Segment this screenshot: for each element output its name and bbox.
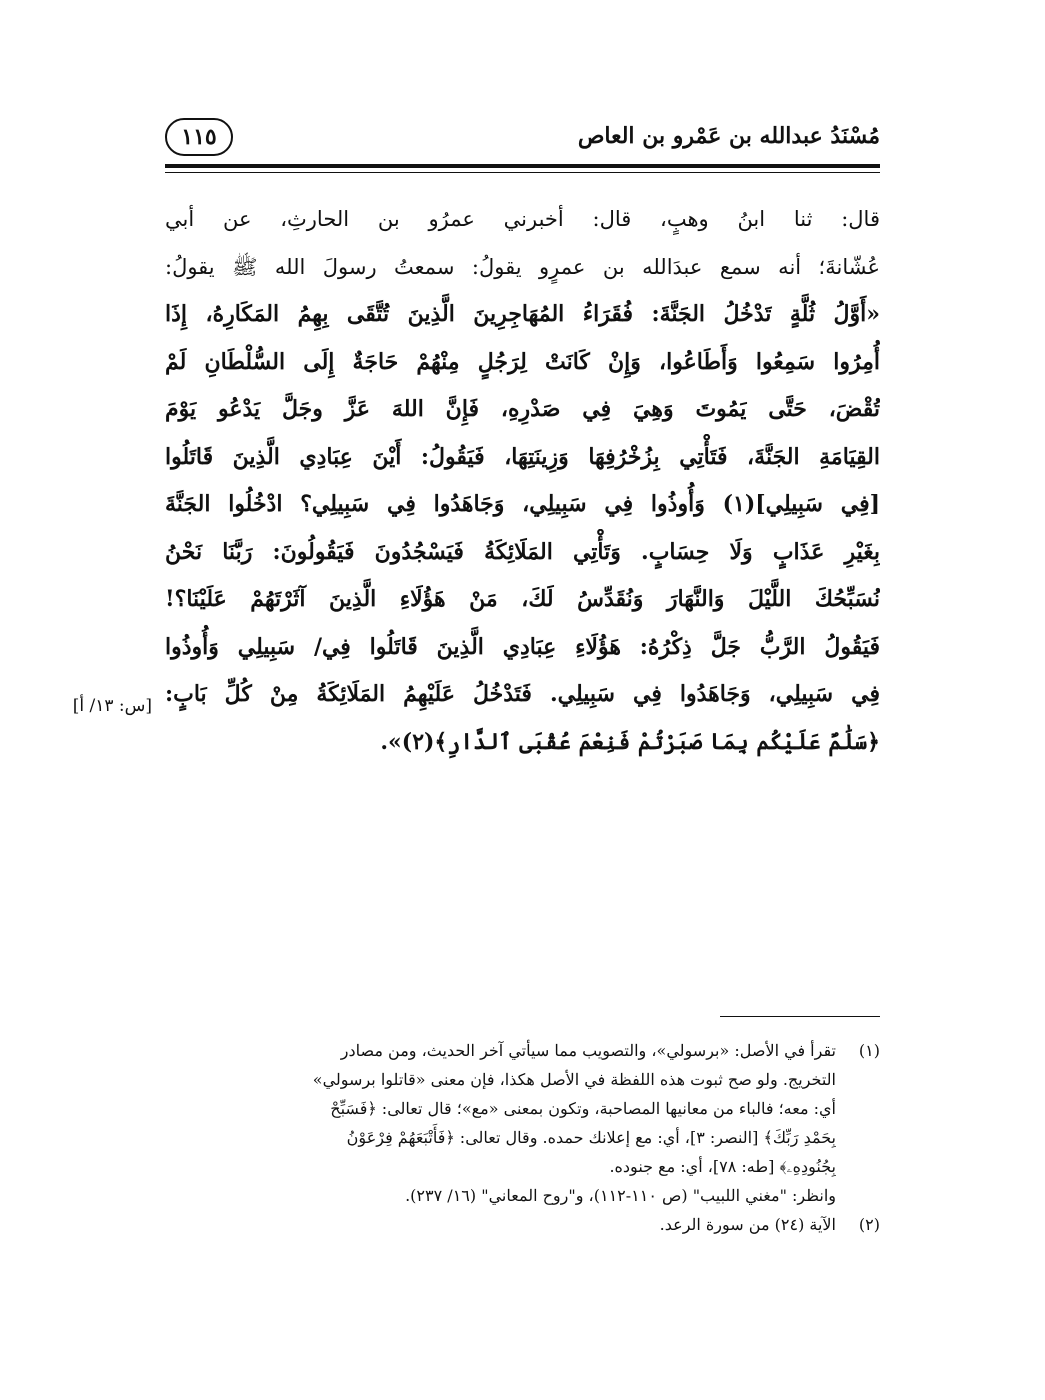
body-line-11: فِي سَبِيلِي، وَجَاهَدُوا فِي سَبِيلِي. فَتَدْخُلُ عَلَيْهِمُ المَلَائِكَةُ مِنْ كُلِّ بَابٍ:: [165, 681, 880, 707]
footnote-separator: [720, 1016, 880, 1017]
header-rule-thin: [165, 172, 880, 173]
footnote-number: (١): [858, 1041, 880, 1060]
body-line-5: تُقْضَ، حَتَّى يَمُوتَ وَهِيَ فِي صَدْرِهِ، فَإِنَّ اللهَ عَزَّ وجَلَّ يَدْعُو يَوْمَ: [165, 396, 880, 422]
footnote-2: [165, 1210, 880, 1239]
body-line-3: «أَوَّلُ ثُلَّةٍ تَدْخُلُ الجَنَّةَ: فُقَرَاءُ المُهَاجِرِينَ الَّذِينَ تُتَّقَى بِهِمُ المَكَارِهُ، إِذَا: [165, 301, 880, 327]
body-line-10: فَيَقُولُ الرَّبُّ جَلَّ ذِكْرُهُ: هَؤُلَاءِ عِبَادِي الَّذِينَ قَاتَلُوا فِي/ سَبِيلِي وَأُوذُوا: [165, 633, 880, 660]
footnote-1: [165, 1036, 880, 1210]
footnote-line: بِجُنُودِهِۦ﴾ [طه: ٧٨]، أي: مع جنوده.: [609, 1157, 836, 1176]
body-line-1: قال: ثنا ابنُ وهبٍ، قال: أخبرني عمرُو بن الحارثِ، عن أبي: [165, 207, 880, 231]
footnote-line: بِحَمْدِ رَبِّكَ﴾ [النصر: ٣]، أي: مع إعلانك حمده. وقال تعالى: ﴿فَأَتْبَعَهُمْ فِرْعَوْنُ: [346, 1128, 836, 1147]
hadith-text-block: [165, 196, 880, 766]
body-line-12: ﴿سَلَٰمٌ عَلَيْكُم بِمَا صَبَرْتُمْ فَنِعْمَ عُقْبَى ٱلدَّارِ﴾(٢)».: [380, 728, 880, 755]
footnotes-block: [165, 1036, 880, 1239]
body-line-6: القِيَامَةِ الجَنَّةَ، فَتَأْتِي بِزُخْرُفِهَا وَزِينَتِهَا، فَيَقُولُ: أَيْنَ عِبَادِي الَّذِينَ قَاتَلُوا: [165, 443, 880, 470]
footnote-line: تقرأ في الأصل: «برسولي»، والتصويب مما سيأتي آخر الحديث، ومن مصادر: [340, 1041, 836, 1060]
footnote-number: (٢): [858, 1215, 880, 1234]
footnote-line: التخريج. ولو صح ثبوت هذه اللفظة في الأصل هكذا، فإن معنى «قاتلوا برسولي»: [312, 1070, 836, 1089]
page-number-badge: ١١٥: [165, 118, 233, 156]
body-line-7: [فِي سَبِيلِي](١) وَأُوذُوا فِي سَبِيلِي، وَجَاهَدُوا فِي سَبِيلِي؟ ادْخُلُوا الجَنَّةَ: [165, 491, 880, 517]
footnote-line: وانظر: "مغني اللبيب" (ص ١١٠-١١٢)، و"روح المعاني" (١٦/ ٢٣٧).: [405, 1186, 836, 1205]
body-line-9: نُسَبِّحُكَ اللَّيْلَ وَالنَّهَارَ وَنُقَدِّسُ لَكَ، مَنْ هَؤُلَاءِ الَّذِينَ آثَرْتَهُمْ عَلَيْنَا؟!: [165, 586, 880, 612]
footnote-line: أي: معه؛ فالباء من معانيها المصاحبة، وتكون بمعنى «مع»؛ قال تعالى: ﴿فَسَبِّحْ: [330, 1099, 836, 1118]
body-line-2: عُشّانةَ؛ أنه سمع عبدَالله بن عمرٍو يقولُ: سمعتُ رسولَ الله ﷺ يقولُ:: [165, 254, 880, 279]
body-line-4: أُمِرُوا سَمِعُوا وَأَطَاعُوا، وَإِنْ كَانَتْ لِرَجُلٍ مِنْهُمْ حَاجَةٌ إِلَى السُّلْطَانِ لَمْ: [165, 348, 880, 375]
footnote-line: الآية (٢٤) من سورة الرعد.: [659, 1215, 836, 1234]
body-line-8: بِغَيْرِ عَذَابٍ وَلَا حِسَابٍ. وَتَأْتِي المَلَائِكَةُ فَيَسْجُدُونَ فَيَقُولُونَ: رَبَّنَا نَحْنُ: [165, 538, 880, 565]
running-header-title: مُسْنَدُ عبدالله بن عَمْرو بن العاص: [577, 123, 880, 149]
header-rule-thick: [165, 164, 880, 168]
manuscript-folio-note: [س: ١٣/ أ]: [72, 696, 152, 716]
